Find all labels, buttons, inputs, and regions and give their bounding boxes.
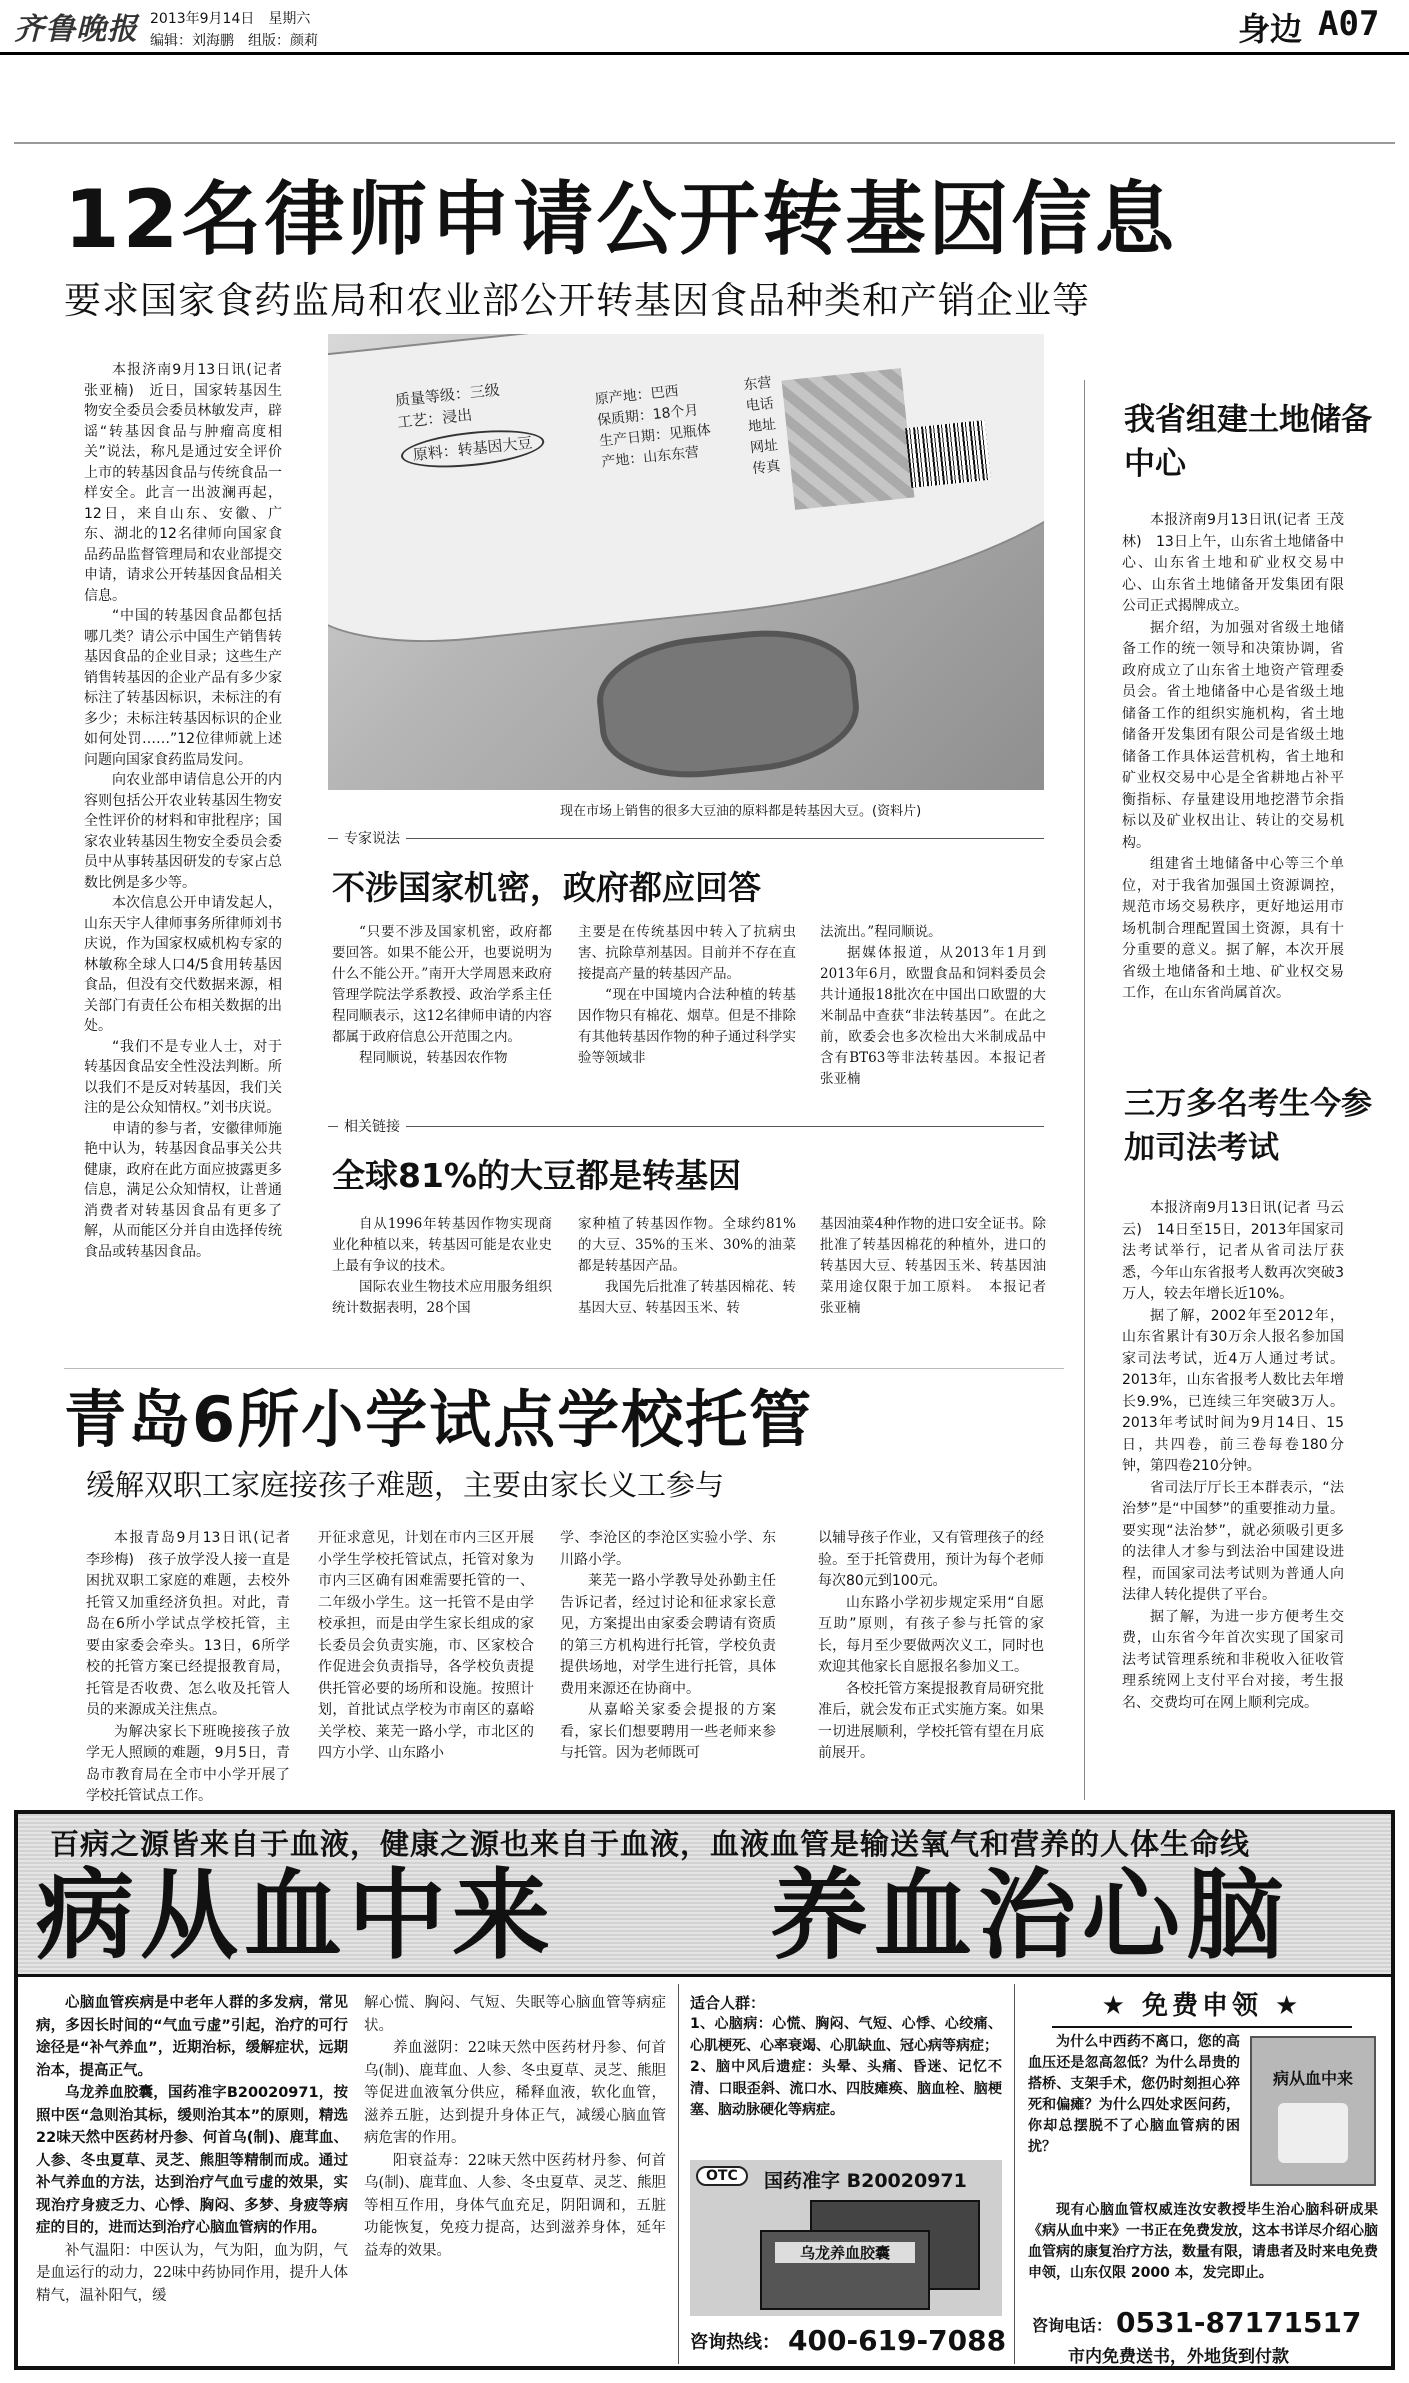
label-date: 生产日期：见瓶体 [598, 422, 712, 450]
label-field: 电话 [744, 395, 775, 415]
related-para: 基因油菜4种作物的进口安全证书。除批准了转基因棉花的种植外，进口的转基因大豆、转基因玉米、转基因油菜用途仅限于加工原料。 本报记者 张亚楠 [820, 1216, 1060, 1316]
story2-title-text: 我省组建土地储备中心 [1124, 402, 1372, 482]
product-box-label: 乌龙养血胶囊 [775, 2242, 915, 2263]
story4-para: 开征求意见，计划在市内三区开展小学生学校托管试点，托管对象为市内三区确有困难需要托管的一、二年级小学生。这一托管不是由学校承担，而是由学生家长组成的家长委员会负责实施，市、区家校合作促进会负责指导，各学校负责提供托管必要的场所和设施。按照计划，首批试点学校为市南区的嘉峪关学校、莱芜一路小学，市北区的四方小学、山东路小 [318, 1530, 534, 1761]
label-field: 网址 [749, 437, 779, 457]
ad-col1 [36, 1992, 348, 2307]
ad-para: 解心慌、胸闷、气短、失眠等心脑血管等病症状。 [364, 1995, 666, 2034]
book-title: 病从血中来 [1272, 2069, 1353, 2088]
story4-para: 各校托管方案提报教育局研究批准后，就会发布正式实施方案。如果一切进展顺利，学校托管有望在月底前展开。 [818, 1680, 1044, 1761]
story1-para: 本次信息公开申请发起人，山东天宇人律师事务所律师刘书庆说，作为国家权威机构专家的林敏称全球人口4/5食用转基因食品，但没有交代数据来源，相关部门有责任公布相关数据的出处。 [84, 895, 282, 1034]
label-grade: 质量等级：三级 [394, 380, 501, 410]
ad-top-rule [18, 1974, 1391, 1977]
story4-rule [64, 1368, 1064, 1369]
column-divider [1084, 380, 1085, 1800]
story3-para: 省司法厅厅长王本群表示，“法治梦”是“中国梦”的重要推动力量。要实现“法治梦”，就必须吸引更多的法律人才参与到法治中国建设进程，而国家司法考试则为普通人向法律人转化提供了平台。 [1122, 1479, 1344, 1603]
expert-para: “现在中国境内合法种植的转基因作物只有棉花、烟草。但是不排除有其他转基因作物的种子通过科学实验等领域非 [578, 987, 796, 1066]
story4-para: 本报青岛9月13日讯(记者 李珍梅) 孩子放学没人接一直是困扰双职工家庭的难题，去校外托管又加重经济负担。对此，青岛在6所小学试点学校托管，主要由家委会牵头。13日，6所学校的托管方案已经提报教育局，托管是否收费、怎么收及托管人员的来源成关注焦点。 [86, 1530, 290, 1718]
story4-subhead: 缓解双职工家庭接孩子难题，主要由家长义工参与 [86, 1468, 725, 1502]
delivery-note: 市内免费送书，外地货到付款 [1068, 2347, 1289, 2367]
expert-tag: 专家说法 [338, 828, 406, 848]
free-title: ★ 免费申领 ★ [1052, 1986, 1352, 2028]
free-intro-text: 为什么中西药不离口，您的高血压还是忽高忽低？为什么昂贵的搭桥、支架手术，您仍时刻担心猝死和偏瘫？为什么四处求医问药，你却总摆脱不了心脑血管病的困扰？ [1028, 2034, 1240, 2155]
related-para: 家种植了转基因作物。全球约81%的大豆、35%的玉米、30%的油菜都是转基因产品。 [578, 1216, 796, 1274]
expert-title: 不涉国家机密，政府都应回答 [332, 868, 761, 907]
ad-banner: 百病之源皆来自于血液，健康之源也来自于血液，血液血管是输送氧气和营养的人体生命线 [50, 1827, 1251, 1861]
hotline-number[interactable]: 400-619-7088 [788, 2324, 1007, 2357]
story3-para: 据了解，2002年至2012年，山东省累计有30万余人报名参加国家司法考试，近4万人通过考试。2013年，山东省报考人数比去年增长9.9%，已连续三年突破3万人。2013年考试时间为9月14日、15日，共四卷，前三卷每卷180分钟，第四卷210分钟。 [1122, 1307, 1344, 1474]
label-shelf: 保质期：18个月 [596, 402, 700, 429]
related-para: 自从1996年转基因作物实现商业化种植以来，转基因可能是农业史上最有争议的技术。 [332, 1216, 552, 1274]
story2-body [1122, 510, 1344, 1005]
expert-para: 据媒体报道，从2013年1月到2013年6月，欧盟食品和饲料委员会共计通报18批次在中国出口欧盟的大米制品中查获“非法转基因”。在此之前，欧委会也多次检出大米制成品中含有BT63等非法转基因。本报记者 张亚楠 [820, 945, 1060, 1087]
ad-title-b: 养血治心脑 [770, 1859, 1291, 1973]
expert-para: “只要不涉及国家机密，政府都要回答。如果不能公开，也要说明为什么不能公开。”南开大学周恩来政府管理学院法学系教授、政治学系主任程同顺表示，这12名律师申请的内容都属于政府信息公开范围之内。 [332, 924, 552, 1045]
label-origin: 原产地：巴西 [594, 383, 680, 408]
expert-col1 [332, 922, 552, 1069]
ad-para: 乌龙养血胶囊，国药准字B20020971，按照中医“急则治其标，缓则治其本”的原则，精选22味天然中医药材丹参、何首乌(制)、鹿茸血、人参、冬虫夏草、灵芝、熊胆等精制而成。通过补气养血的方法，达到治疗气血亏虚的效果，实现治疗身疲乏力、心悸、胸闷、多梦、身疲等病症的目的，进而达到治疗心脑血管病的作用。 [36, 2085, 348, 2236]
label-text-block-2 [594, 378, 714, 473]
blurred-region [782, 368, 915, 510]
consult-number[interactable]: 0531-87171517 [1116, 2306, 1362, 2339]
free-intro [1028, 2032, 1240, 2158]
masthead-date: 2013年9月14日 星期六 [150, 11, 311, 27]
story3-body [1122, 1198, 1344, 1714]
barcode [905, 420, 991, 488]
related-col1 [332, 1214, 552, 1319]
bottle-logo [591, 621, 864, 787]
story4-para: 以辅导孩子作业，又有管理孩子的经验。至于托管费用，预计为每个老师每次80元到100元。 [818, 1530, 1044, 1589]
story1-para: “中国的转基因食品都包括哪几类？请公示中国生产销售转基因食品的企业目录；这些生产销售转基因的企业产品有多少家标注了转基因标识，未标注的有多少；未标注转基因标识的企业如何处罚……”12位律师就上述问题向国家食药监局发问。 [84, 608, 282, 768]
masthead-logo: 齐鲁晚报 [14, 12, 138, 47]
story2-para: 组建省土地储备中心等三个单位，对于我省加强国土资源调控，规范市场交易秩序，更好地运用市场机制合理配置国土资源，具有十分重要的意义。据了解，本次开展省级土地储备和土地、矿业权交易工作，在山东省尚属首次。 [1122, 856, 1344, 1001]
photo-caption: 现在市场上销售的很多大豆油的原料都是转基因大豆。(资料片) [560, 804, 922, 819]
product-box [760, 2230, 930, 2310]
expert-col2 [578, 922, 796, 1069]
expert-tag-line [328, 838, 1044, 839]
related-col2 [578, 1214, 796, 1319]
expert-para: 主要是在传统基因中转入了抗病虫害、抗除草剂基因。目前并不存在直接提高产量的转基因产品。 [578, 924, 796, 982]
story4-para: 学、李沧区的李沧区实验小学、东川路小学。 [560, 1530, 776, 1568]
ad-para: 阳衰益寿：22味天然中医药材丹参、何首乌(制)、鹿茸血、人参、冬虫夏草、灵芝、熊胆等相互作用，身体气血充足，阴阳调和，五脏功能恢复，免疫力提高，达到滋养身体，延年益寿的效果。 [364, 2152, 666, 2259]
story1-para: 向农业部申请信息公开的内容则包括公开农业转基因生物安全性评价的材料和审批程序；国家农业转基因生物安全委员会委员中从事转基因研发的专家占总数比例是多少等。 [84, 772, 282, 891]
story2-title [1124, 398, 1374, 486]
story1-subhead: 要求国家食药监局和农业部公开转基因食品种类和产销企业等 [64, 279, 1090, 322]
free-body [1028, 2200, 1378, 2284]
label-field: 传真 [751, 458, 782, 478]
ad-suitable-item: 1、心脑病：心慌、胸闷、气短、心悸、心绞痛、心肌梗死、心率衰竭、心肌缺血、冠心病等病症； [690, 2016, 1002, 2054]
story4-para: 山东路小学初步规定采用“自愿互助”原则，有孩子参与托管的家长，每月至少要做两次义工，同时也欢迎其他家长自愿报名参加义工。 [818, 1594, 1044, 1675]
expert-col3 [820, 922, 1060, 1090]
story1-para: “我们不是专业人士，对于转基因食品安全性没法判断。所以我们不是反对转基因，我们关注的是公众知情权。”刘书庆说。 [84, 1038, 282, 1116]
otc-badge: OTC [696, 2166, 748, 2186]
story3-title [1124, 1082, 1374, 1170]
masthead-editors: 编辑：刘海鹏 组版：颜莉 [150, 33, 318, 49]
story4-col2 [318, 1528, 534, 1765]
ad-para: 心脑血管疾病是中老年人群的多发病，常见病，多因长时间的“气血亏虚”引起，治疗的可行途径是“补气养血”，近期治标，缓解症状，远期治本，提高正气。 [36, 1995, 348, 2079]
expert-para: 法流出。”程同顺说。 [820, 924, 942, 940]
related-tag: 相关链接 [338, 1116, 406, 1136]
ad-suitable-item: 2、脑中风后遗症：头晕、头痛、昏迷、记忆不清、口眼歪斜、流口水、四肢瘫痪、脑血栓、脑梗塞、脑动脉硬化等病症。 [690, 2059, 1002, 2118]
story1-body-col1 [84, 360, 282, 1262]
approval-number: 国药准字 B20020971 [764, 2170, 967, 2192]
free-body-text: 现有心脑血管权威连汝安教授毕生治心脑科研成果《病从血中来》一书正在免费发放，这本书详尽介绍心脑血管病的康复治疗方法，数量有限，请患者及时来电免费申领，山东仅限 2000 本，发完即止。 [1028, 2202, 1378, 2281]
story4-col1 [86, 1528, 290, 1808]
related-tag-line [328, 1126, 1044, 1127]
ad-suitable-title: 适合人群： [690, 1994, 766, 2012]
story3-title-text: 三万多名考生今参加司法考试 [1124, 1086, 1372, 1166]
story4-col4 [818, 1528, 1044, 1765]
ad-col2 [364, 1992, 666, 2262]
ad-para: 养血滋阴：22味天然中医药材丹参、何首乌(制)、鹿茸血、人参、冬虫夏草、灵芝、熊胆等促进血液氧分供应，稀释血液，软化血管，滋养五脏，达到提升身体正气，减缓心脑血管病危害的作用。 [364, 2040, 666, 2146]
related-para: 我国先后批准了转基因棉花、转基因大豆、转基因玉米、转 [578, 1279, 796, 1316]
label-field: 东营 [742, 374, 773, 394]
hotline-label: 咨询热线： [690, 2332, 780, 2353]
label-place: 产地：山东东营 [600, 444, 700, 471]
story1-para: 本报济南9月13日讯(记者 张亚楠) 近日，国家转基因生物安全委员会委员林敏发声，辟谣“转基因食品与肿瘤高度相关”说法，称凡是通过安全评价上市的转基因食品与传统食品一样安全。此言一出波澜再起，12日，来自山东、安徽、广东、湖北的12名律师向国家食品药品监督管理局和农业部提交申请，请求公开转基因食品相关信息。 [84, 362, 282, 604]
story2-para: 据介绍，为加强对省级土地储备工作的统一领导和决策协调，省政府成立了山东省土地资产管理委员会。省土地储备中心是省级土地储备工作的组织实施机构，省土地储备开发集团有限公司是省级土地储备工作具体运营机构，省土地和矿业权交易中心是全省耕地占补平衡指标、存量建设用地挖潜节余指标以及矿业权出让、转让的交易机构。 [1122, 619, 1344, 851]
ad-frame [14, 1810, 1395, 2370]
story4-col3 [560, 1528, 776, 1765]
ad-product-image [690, 2160, 1002, 2316]
story4-headline: 青岛6所小学试点学校托管 [64, 1383, 814, 1456]
ad-suitable-list [690, 2014, 1002, 2122]
book-cover [1250, 2036, 1376, 2186]
related-para: 国际农业生物技术应用服务组织统计数据表明，28个国 [332, 1279, 552, 1316]
page-number: A07 [1318, 4, 1380, 44]
ad-para: 补气温阳：中医认为，气为阳，血为阴，气是血运行的动力，22味中药协同作用，提升人体精气，温补阳气，缓 [36, 2242, 348, 2304]
label-field: 地址 [747, 416, 777, 436]
story2-para: 本报济南9月13日讯(记者 王茂林) 13日上午，山东省土地储备中心、山东省土地和矿业权交易中心、山东省土地储备开发集团有限公司正式揭牌成立。 [1122, 512, 1344, 614]
related-title: 全球81%的大豆都是转基因 [332, 1156, 741, 1195]
label-material: 原料：转基因大豆 [399, 424, 546, 473]
masthead-rule [0, 52, 1409, 55]
story1-para: 申请的参与者，安徽律师施艳中认为，转基因食品事关公共健康，政府在此方面应披露更多信息，满足公众知情权，让普通消费者对转基因食品有更多了解，从而能区分并自由选择传统食品或转基因食品。 [84, 1120, 282, 1260]
story4-para: 莱芜一路小学教导处孙勤主任告诉记者，经过讨论和征求家长意见，方案提出由家委会聘请有资质的第三方机构进行托管，学校负责提供场地，对学生进行托管，具体费用来源还在协商中。 [560, 1573, 776, 1697]
expert-para: 程同顺说，转基因农作物 [359, 1050, 508, 1066]
related-col3 [820, 1214, 1060, 1319]
ad-title-a: 病从血中来 [36, 1859, 557, 1973]
story3-para: 本报济南9月13日讯(记者 马云云) 14日至15日，2013年国家司法考试举行，记者从省司法厅获悉，今年山东省报考人数再次突破3万人，较去年增长近10%。 [1122, 1200, 1344, 1302]
story3-para: 据了解，为进一步方便考生交费，山东省今年首次实现了国家司法考试管理系统和非税收入征收管理系统网上支付平台对接，考生报名、交费均可在网上顺利完成。 [1122, 1608, 1344, 1711]
story1-headline: 12名律师申请公开转基因信息 [64, 173, 1178, 266]
ad-col-divider-2 [1014, 1984, 1015, 2364]
label-craft: 工艺：浸出 [396, 405, 473, 432]
section-name: 身边 [1238, 10, 1303, 48]
story4-para: 从嘉峪关家委会提报的方案看，家长们想要聘用一些老师来参与托管。因为老师既可 [560, 1702, 776, 1761]
ad-col-divider [678, 1984, 679, 2364]
top-rule [14, 142, 1395, 144]
label-text-block [394, 375, 546, 474]
book-graphic [1278, 2103, 1348, 2163]
story4-para: 为解决家长下班晚接孩子放学无人照顾的难题，9月5日，青岛市教育局在全市中小学开展了学校托管试点工作。 [86, 1723, 290, 1804]
soybean-oil-photo [328, 334, 1044, 790]
consult-label: 咨询电话： [1032, 2316, 1113, 2335]
